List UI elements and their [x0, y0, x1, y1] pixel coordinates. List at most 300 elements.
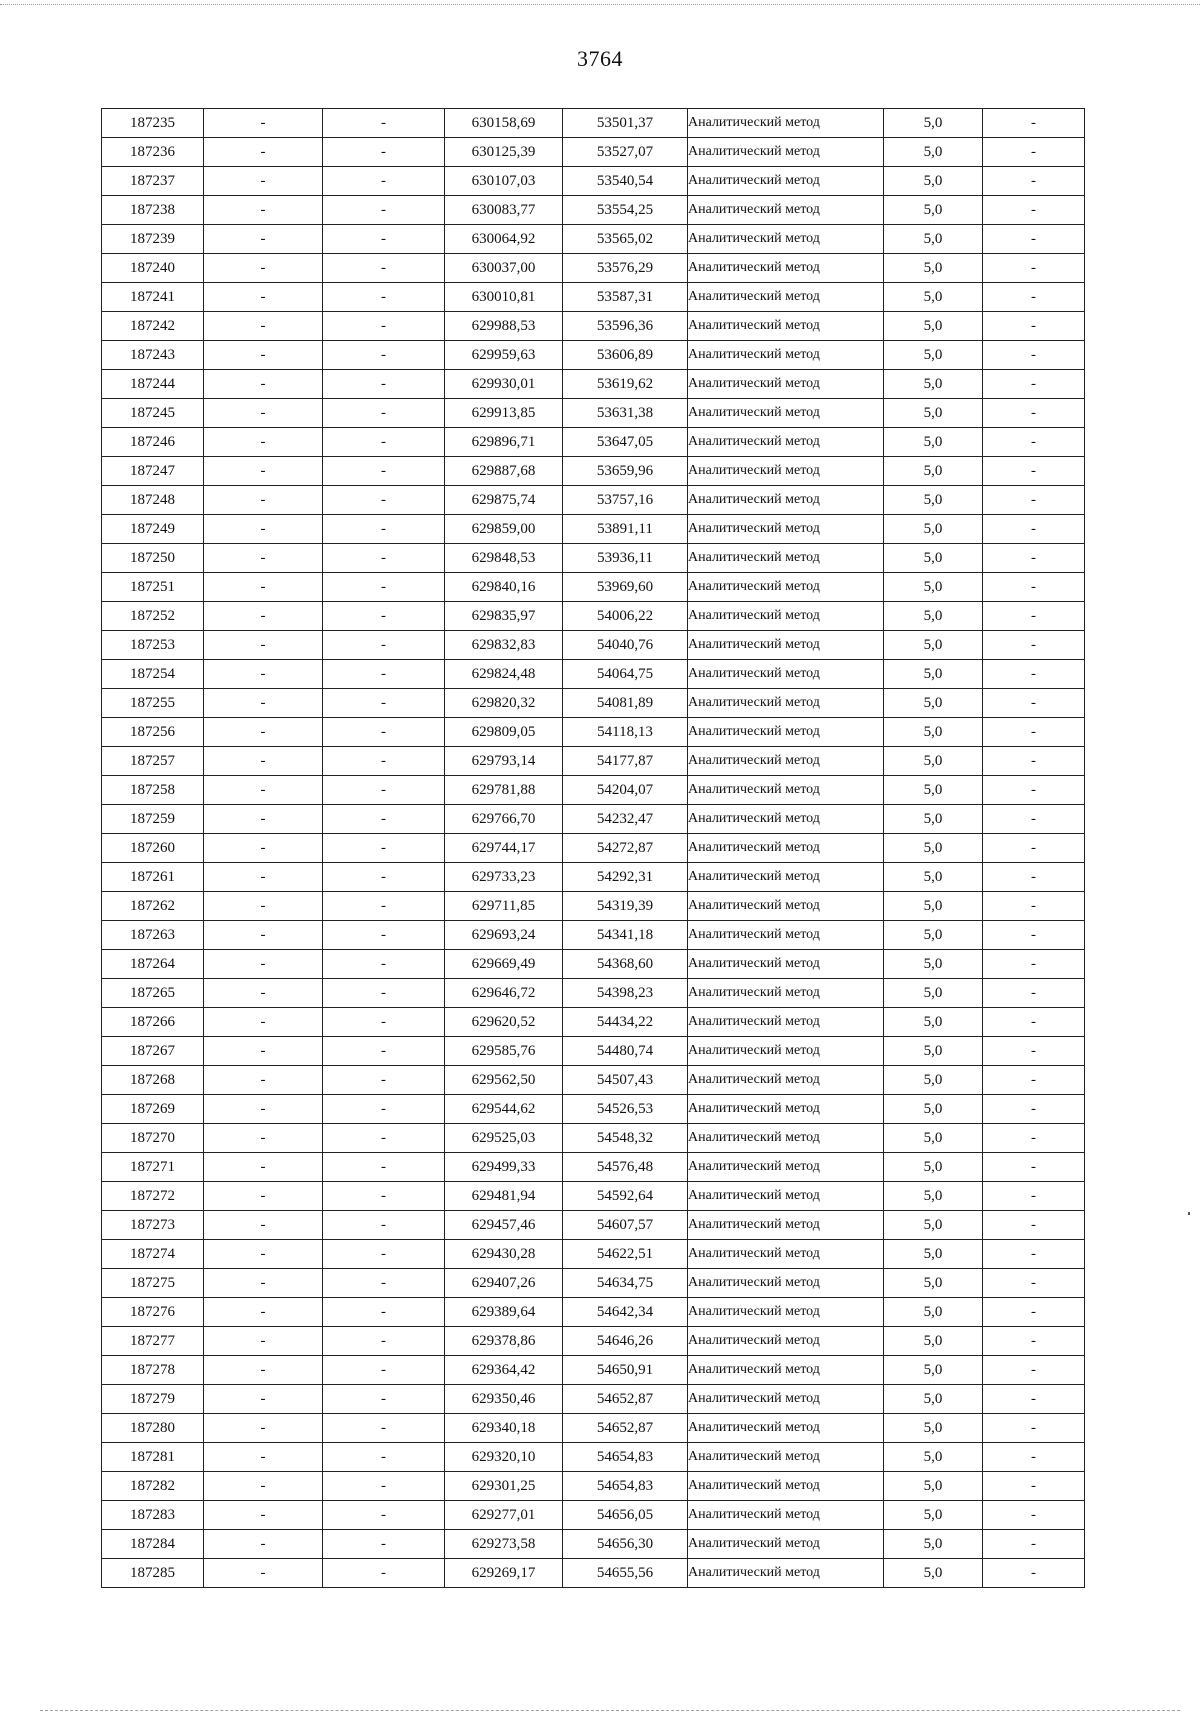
empty-value-cell: - [983, 1182, 1085, 1211]
method-cell: Аналитический метод [688, 428, 884, 457]
point-id-cell: 187251 [102, 573, 204, 602]
table-row [102, 1095, 1085, 1124]
empty-value-cell: - [204, 1356, 323, 1385]
method-cell: Аналитический метод [688, 1298, 884, 1327]
accuracy-cell: 5,0 [884, 544, 983, 573]
empty-value-cell: - [323, 486, 445, 515]
accuracy-cell: 5,0 [884, 1385, 983, 1414]
empty-value-cell: - [204, 1095, 323, 1124]
method-cell: Аналитический метод [688, 1153, 884, 1182]
empty-value-cell: - [323, 196, 445, 225]
x-coordinate-cell: 630037,00 [445, 254, 563, 283]
method-cell: Аналитический метод [688, 660, 884, 689]
empty-value-cell: - [204, 950, 323, 979]
method-cell: Аналитический метод [688, 1095, 884, 1124]
accuracy-cell: 5,0 [884, 167, 983, 196]
accuracy-cell: 5,0 [884, 341, 983, 370]
empty-value-cell: - [323, 950, 445, 979]
empty-value-cell: - [323, 660, 445, 689]
accuracy-cell: 5,0 [884, 428, 983, 457]
empty-value-cell: - [323, 1095, 445, 1124]
method-cell: Аналитический метод [688, 283, 884, 312]
method-cell: Аналитический метод [688, 1182, 884, 1211]
y-coordinate-cell: 54656,05 [563, 1501, 688, 1530]
empty-value-cell: - [204, 1559, 323, 1588]
x-coordinate-cell: 629525,03 [445, 1124, 563, 1153]
empty-value-cell: - [983, 1414, 1085, 1443]
empty-value-cell: - [323, 1037, 445, 1066]
table-row [102, 312, 1085, 341]
accuracy-cell: 5,0 [884, 776, 983, 805]
empty-value-cell: - [983, 138, 1085, 167]
y-coordinate-cell: 54480,74 [563, 1037, 688, 1066]
accuracy-cell: 5,0 [884, 1472, 983, 1501]
table-row [102, 515, 1085, 544]
y-coordinate-cell: 53587,31 [563, 283, 688, 312]
y-coordinate-cell: 54319,39 [563, 892, 688, 921]
accuracy-cell: 5,0 [884, 399, 983, 428]
empty-value-cell: - [983, 399, 1085, 428]
empty-value-cell: - [323, 109, 445, 138]
point-id-cell: 187282 [102, 1472, 204, 1501]
empty-value-cell: - [204, 138, 323, 167]
y-coordinate-cell: 54204,07 [563, 776, 688, 805]
empty-value-cell: - [323, 747, 445, 776]
method-cell: Аналитический метод [688, 1327, 884, 1356]
accuracy-cell: 5,0 [884, 1037, 983, 1066]
x-coordinate-cell: 629269,17 [445, 1559, 563, 1588]
empty-value-cell: - [204, 921, 323, 950]
empty-value-cell: - [323, 254, 445, 283]
x-coordinate-cell: 629273,58 [445, 1530, 563, 1559]
empty-value-cell: - [204, 979, 323, 1008]
method-cell: Аналитический метод [688, 718, 884, 747]
empty-value-cell: - [983, 1037, 1085, 1066]
empty-value-cell: - [204, 805, 323, 834]
table-row [102, 1037, 1085, 1066]
accuracy-cell: 5,0 [884, 370, 983, 399]
y-coordinate-cell: 53540,54 [563, 167, 688, 196]
y-coordinate-cell: 54040,76 [563, 631, 688, 660]
empty-value-cell: - [983, 486, 1085, 515]
accuracy-cell: 5,0 [884, 805, 983, 834]
method-cell: Аналитический метод [688, 1356, 884, 1385]
x-coordinate-cell: 629340,18 [445, 1414, 563, 1443]
table-row [102, 1008, 1085, 1037]
x-coordinate-cell: 629840,16 [445, 573, 563, 602]
method-cell: Аналитический метод [688, 486, 884, 515]
point-id-cell: 187276 [102, 1298, 204, 1327]
empty-value-cell: - [323, 689, 445, 718]
table-row [102, 109, 1085, 138]
empty-value-cell: - [323, 1124, 445, 1153]
method-cell: Аналитический метод [688, 544, 884, 573]
empty-value-cell: - [204, 1153, 323, 1182]
y-coordinate-cell: 54654,83 [563, 1472, 688, 1501]
x-coordinate-cell: 629848,53 [445, 544, 563, 573]
empty-value-cell: - [983, 1008, 1085, 1037]
table-row [102, 892, 1085, 921]
y-coordinate-cell: 53891,11 [563, 515, 688, 544]
point-id-cell: 187257 [102, 747, 204, 776]
table-row [102, 254, 1085, 283]
empty-value-cell: - [983, 254, 1085, 283]
empty-value-cell: - [983, 979, 1085, 1008]
point-id-cell: 187269 [102, 1095, 204, 1124]
y-coordinate-cell: 53606,89 [563, 341, 688, 370]
table-row [102, 660, 1085, 689]
empty-value-cell: - [323, 399, 445, 428]
empty-value-cell: - [204, 399, 323, 428]
empty-value-cell: - [204, 1269, 323, 1298]
x-coordinate-cell: 629499,33 [445, 1153, 563, 1182]
table-row [102, 544, 1085, 573]
y-coordinate-cell: 54592,64 [563, 1182, 688, 1211]
x-coordinate-cell: 629389,64 [445, 1298, 563, 1327]
point-id-cell: 187272 [102, 1182, 204, 1211]
accuracy-cell: 5,0 [884, 312, 983, 341]
table-row [102, 921, 1085, 950]
table-row [102, 1269, 1085, 1298]
x-coordinate-cell: 629988,53 [445, 312, 563, 341]
y-coordinate-cell: 54526,53 [563, 1095, 688, 1124]
y-coordinate-cell: 54006,22 [563, 602, 688, 631]
y-coordinate-cell: 54292,31 [563, 863, 688, 892]
accuracy-cell: 5,0 [884, 1298, 983, 1327]
empty-value-cell: - [323, 1269, 445, 1298]
y-coordinate-cell: 53631,38 [563, 399, 688, 428]
x-coordinate-cell: 629544,62 [445, 1095, 563, 1124]
empty-value-cell: - [983, 312, 1085, 341]
table-row [102, 428, 1085, 457]
empty-value-cell: - [983, 1472, 1085, 1501]
point-id-cell: 187246 [102, 428, 204, 457]
x-coordinate-cell: 629620,52 [445, 1008, 563, 1037]
x-coordinate-cell: 629930,01 [445, 370, 563, 399]
x-coordinate-cell: 629669,49 [445, 950, 563, 979]
x-coordinate-cell: 629350,46 [445, 1385, 563, 1414]
x-coordinate-cell: 629809,05 [445, 718, 563, 747]
y-coordinate-cell: 54177,87 [563, 747, 688, 776]
x-coordinate-cell: 629430,28 [445, 1240, 563, 1269]
method-cell: Аналитический метод [688, 1240, 884, 1269]
y-coordinate-cell: 53757,16 [563, 486, 688, 515]
table-row [102, 950, 1085, 979]
y-coordinate-cell: 54272,87 [563, 834, 688, 863]
method-cell: Аналитический метод [688, 370, 884, 399]
empty-value-cell: - [204, 370, 323, 399]
accuracy-cell: 5,0 [884, 1443, 983, 1472]
accuracy-cell: 5,0 [884, 1501, 983, 1530]
y-coordinate-cell: 54642,34 [563, 1298, 688, 1327]
table-row [102, 602, 1085, 631]
empty-value-cell: - [983, 573, 1085, 602]
empty-value-cell: - [983, 1095, 1085, 1124]
point-id-cell: 187255 [102, 689, 204, 718]
x-coordinate-cell: 630064,92 [445, 225, 563, 254]
point-id-cell: 187285 [102, 1559, 204, 1588]
y-coordinate-cell: 54654,83 [563, 1443, 688, 1472]
empty-value-cell: - [204, 457, 323, 486]
scan-speck [1188, 1212, 1190, 1215]
y-coordinate-cell: 54576,48 [563, 1153, 688, 1182]
accuracy-cell: 5,0 [884, 109, 983, 138]
method-cell: Аналитический метод [688, 138, 884, 167]
method-cell: Аналитический метод [688, 515, 884, 544]
method-cell: Аналитический метод [688, 834, 884, 863]
table-row [102, 1327, 1085, 1356]
empty-value-cell: - [204, 602, 323, 631]
method-cell: Аналитический метод [688, 602, 884, 631]
empty-value-cell: - [204, 1443, 323, 1472]
method-cell: Аналитический метод [688, 747, 884, 776]
point-id-cell: 187243 [102, 341, 204, 370]
point-id-cell: 187264 [102, 950, 204, 979]
method-cell: Аналитический метод [688, 573, 884, 602]
y-coordinate-cell: 54650,91 [563, 1356, 688, 1385]
empty-value-cell: - [323, 834, 445, 863]
y-coordinate-cell: 54607,57 [563, 1211, 688, 1240]
accuracy-cell: 5,0 [884, 689, 983, 718]
point-id-cell: 187268 [102, 1066, 204, 1095]
empty-value-cell: - [983, 805, 1085, 834]
point-id-cell: 187283 [102, 1501, 204, 1530]
y-coordinate-cell: 54652,87 [563, 1414, 688, 1443]
point-id-cell: 187259 [102, 805, 204, 834]
empty-value-cell: - [983, 428, 1085, 457]
accuracy-cell: 5,0 [884, 979, 983, 1008]
accuracy-cell: 5,0 [884, 196, 983, 225]
y-coordinate-cell: 53969,60 [563, 573, 688, 602]
x-coordinate-cell: 629646,72 [445, 979, 563, 1008]
coordinates-table-body [102, 109, 1085, 1588]
point-id-cell: 187280 [102, 1414, 204, 1443]
empty-value-cell: - [983, 1298, 1085, 1327]
accuracy-cell: 5,0 [884, 515, 983, 544]
accuracy-cell: 5,0 [884, 863, 983, 892]
accuracy-cell: 5,0 [884, 602, 983, 631]
empty-value-cell: - [323, 631, 445, 660]
empty-value-cell: - [983, 109, 1085, 138]
method-cell: Аналитический метод [688, 109, 884, 138]
empty-value-cell: - [204, 1501, 323, 1530]
method-cell: Аналитический метод [688, 979, 884, 1008]
empty-value-cell: - [204, 1211, 323, 1240]
point-id-cell: 187279 [102, 1385, 204, 1414]
y-coordinate-cell: 53619,62 [563, 370, 688, 399]
y-coordinate-cell: 54081,89 [563, 689, 688, 718]
x-coordinate-cell: 629457,46 [445, 1211, 563, 1240]
empty-value-cell: - [323, 428, 445, 457]
point-id-cell: 187248 [102, 486, 204, 515]
empty-value-cell: - [983, 1269, 1085, 1298]
y-coordinate-cell: 53565,02 [563, 225, 688, 254]
table-row [102, 1414, 1085, 1443]
accuracy-cell: 5,0 [884, 1066, 983, 1095]
accuracy-cell: 5,0 [884, 660, 983, 689]
point-id-cell: 187250 [102, 544, 204, 573]
x-coordinate-cell: 630083,77 [445, 196, 563, 225]
table-row [102, 1066, 1085, 1095]
table-row [102, 1385, 1085, 1414]
accuracy-cell: 5,0 [884, 747, 983, 776]
empty-value-cell: - [983, 1530, 1085, 1559]
y-coordinate-cell: 54232,47 [563, 805, 688, 834]
table-row [102, 718, 1085, 747]
method-cell: Аналитический метод [688, 950, 884, 979]
y-coordinate-cell: 54622,51 [563, 1240, 688, 1269]
y-coordinate-cell: 53659,96 [563, 457, 688, 486]
empty-value-cell: - [983, 1327, 1085, 1356]
table-row [102, 689, 1085, 718]
empty-value-cell: - [983, 1559, 1085, 1588]
empty-value-cell: - [983, 660, 1085, 689]
x-coordinate-cell: 629481,94 [445, 1182, 563, 1211]
accuracy-cell: 5,0 [884, 573, 983, 602]
table-row [102, 1356, 1085, 1385]
y-coordinate-cell: 54398,23 [563, 979, 688, 1008]
point-id-cell: 187265 [102, 979, 204, 1008]
scan-edge-top [0, 4, 1200, 5]
empty-value-cell: - [323, 1182, 445, 1211]
y-coordinate-cell: 53936,11 [563, 544, 688, 573]
empty-value-cell: - [983, 1211, 1085, 1240]
empty-value-cell: - [323, 225, 445, 254]
method-cell: Аналитический метод [688, 1559, 884, 1588]
accuracy-cell: 5,0 [884, 1356, 983, 1385]
point-id-cell: 187256 [102, 718, 204, 747]
y-coordinate-cell: 54548,32 [563, 1124, 688, 1153]
method-cell: Аналитический метод [688, 196, 884, 225]
method-cell: Аналитический метод [688, 457, 884, 486]
point-id-cell: 187261 [102, 863, 204, 892]
empty-value-cell: - [204, 718, 323, 747]
x-coordinate-cell: 629744,17 [445, 834, 563, 863]
point-id-cell: 187271 [102, 1153, 204, 1182]
accuracy-cell: 5,0 [884, 254, 983, 283]
empty-value-cell: - [323, 1414, 445, 1443]
point-id-cell: 187245 [102, 399, 204, 428]
point-id-cell: 187281 [102, 1443, 204, 1472]
x-coordinate-cell: 629896,71 [445, 428, 563, 457]
table-row [102, 167, 1085, 196]
empty-value-cell: - [323, 921, 445, 950]
table-row [102, 1124, 1085, 1153]
accuracy-cell: 5,0 [884, 631, 983, 660]
x-coordinate-cell: 629859,00 [445, 515, 563, 544]
accuracy-cell: 5,0 [884, 892, 983, 921]
empty-value-cell: - [323, 805, 445, 834]
empty-value-cell: - [204, 109, 323, 138]
accuracy-cell: 5,0 [884, 718, 983, 747]
table-row [102, 747, 1085, 776]
empty-value-cell: - [204, 747, 323, 776]
y-coordinate-cell: 54118,13 [563, 718, 688, 747]
x-coordinate-cell: 629301,25 [445, 1472, 563, 1501]
method-cell: Аналитический метод [688, 399, 884, 428]
x-coordinate-cell: 629820,32 [445, 689, 563, 718]
y-coordinate-cell: 53527,07 [563, 138, 688, 167]
empty-value-cell: - [983, 341, 1085, 370]
empty-value-cell: - [204, 167, 323, 196]
point-id-cell: 187267 [102, 1037, 204, 1066]
empty-value-cell: - [323, 312, 445, 341]
empty-value-cell: - [983, 1501, 1085, 1530]
method-cell: Аналитический метод [688, 225, 884, 254]
x-coordinate-cell: 629793,14 [445, 747, 563, 776]
empty-value-cell: - [204, 1037, 323, 1066]
empty-value-cell: - [204, 254, 323, 283]
point-id-cell: 187236 [102, 138, 204, 167]
table-row [102, 370, 1085, 399]
table-row [102, 1240, 1085, 1269]
x-coordinate-cell: 629781,88 [445, 776, 563, 805]
method-cell: Аналитический метод [688, 805, 884, 834]
empty-value-cell: - [204, 341, 323, 370]
empty-value-cell: - [983, 1153, 1085, 1182]
empty-value-cell: - [323, 1530, 445, 1559]
table-row [102, 283, 1085, 312]
point-id-cell: 187275 [102, 1269, 204, 1298]
empty-value-cell: - [323, 1501, 445, 1530]
empty-value-cell: - [204, 660, 323, 689]
empty-value-cell: - [323, 863, 445, 892]
accuracy-cell: 5,0 [884, 1124, 983, 1153]
coordinates-table-container [101, 108, 1084, 1588]
method-cell: Аналитический метод [688, 1066, 884, 1095]
method-cell: Аналитический метод [688, 863, 884, 892]
accuracy-cell: 5,0 [884, 1182, 983, 1211]
point-id-cell: 187274 [102, 1240, 204, 1269]
empty-value-cell: - [983, 863, 1085, 892]
point-id-cell: 187242 [102, 312, 204, 341]
point-id-cell: 187270 [102, 1124, 204, 1153]
x-coordinate-cell: 629378,86 [445, 1327, 563, 1356]
x-coordinate-cell: 629832,83 [445, 631, 563, 660]
y-coordinate-cell: 53647,05 [563, 428, 688, 457]
method-cell: Аналитический метод [688, 312, 884, 341]
empty-value-cell: - [323, 1443, 445, 1472]
point-id-cell: 187238 [102, 196, 204, 225]
empty-value-cell: - [983, 196, 1085, 225]
accuracy-cell: 5,0 [884, 921, 983, 950]
empty-value-cell: - [323, 1008, 445, 1037]
empty-value-cell: - [204, 1182, 323, 1211]
point-id-cell: 187252 [102, 602, 204, 631]
point-id-cell: 187263 [102, 921, 204, 950]
table-row [102, 1153, 1085, 1182]
x-coordinate-cell: 629766,70 [445, 805, 563, 834]
table-row [102, 1501, 1085, 1530]
method-cell: Аналитический метод [688, 1124, 884, 1153]
table-row [102, 225, 1085, 254]
empty-value-cell: - [323, 1066, 445, 1095]
x-coordinate-cell: 630125,39 [445, 138, 563, 167]
point-id-cell: 187247 [102, 457, 204, 486]
empty-value-cell: - [204, 1066, 323, 1095]
empty-value-cell: - [323, 167, 445, 196]
y-coordinate-cell: 54434,22 [563, 1008, 688, 1037]
accuracy-cell: 5,0 [884, 1211, 983, 1240]
empty-value-cell: - [983, 1385, 1085, 1414]
accuracy-cell: 5,0 [884, 834, 983, 863]
empty-value-cell: - [983, 602, 1085, 631]
empty-value-cell: - [323, 341, 445, 370]
x-coordinate-cell: 629835,97 [445, 602, 563, 631]
empty-value-cell: - [204, 1414, 323, 1443]
empty-value-cell: - [204, 428, 323, 457]
empty-value-cell: - [983, 892, 1085, 921]
